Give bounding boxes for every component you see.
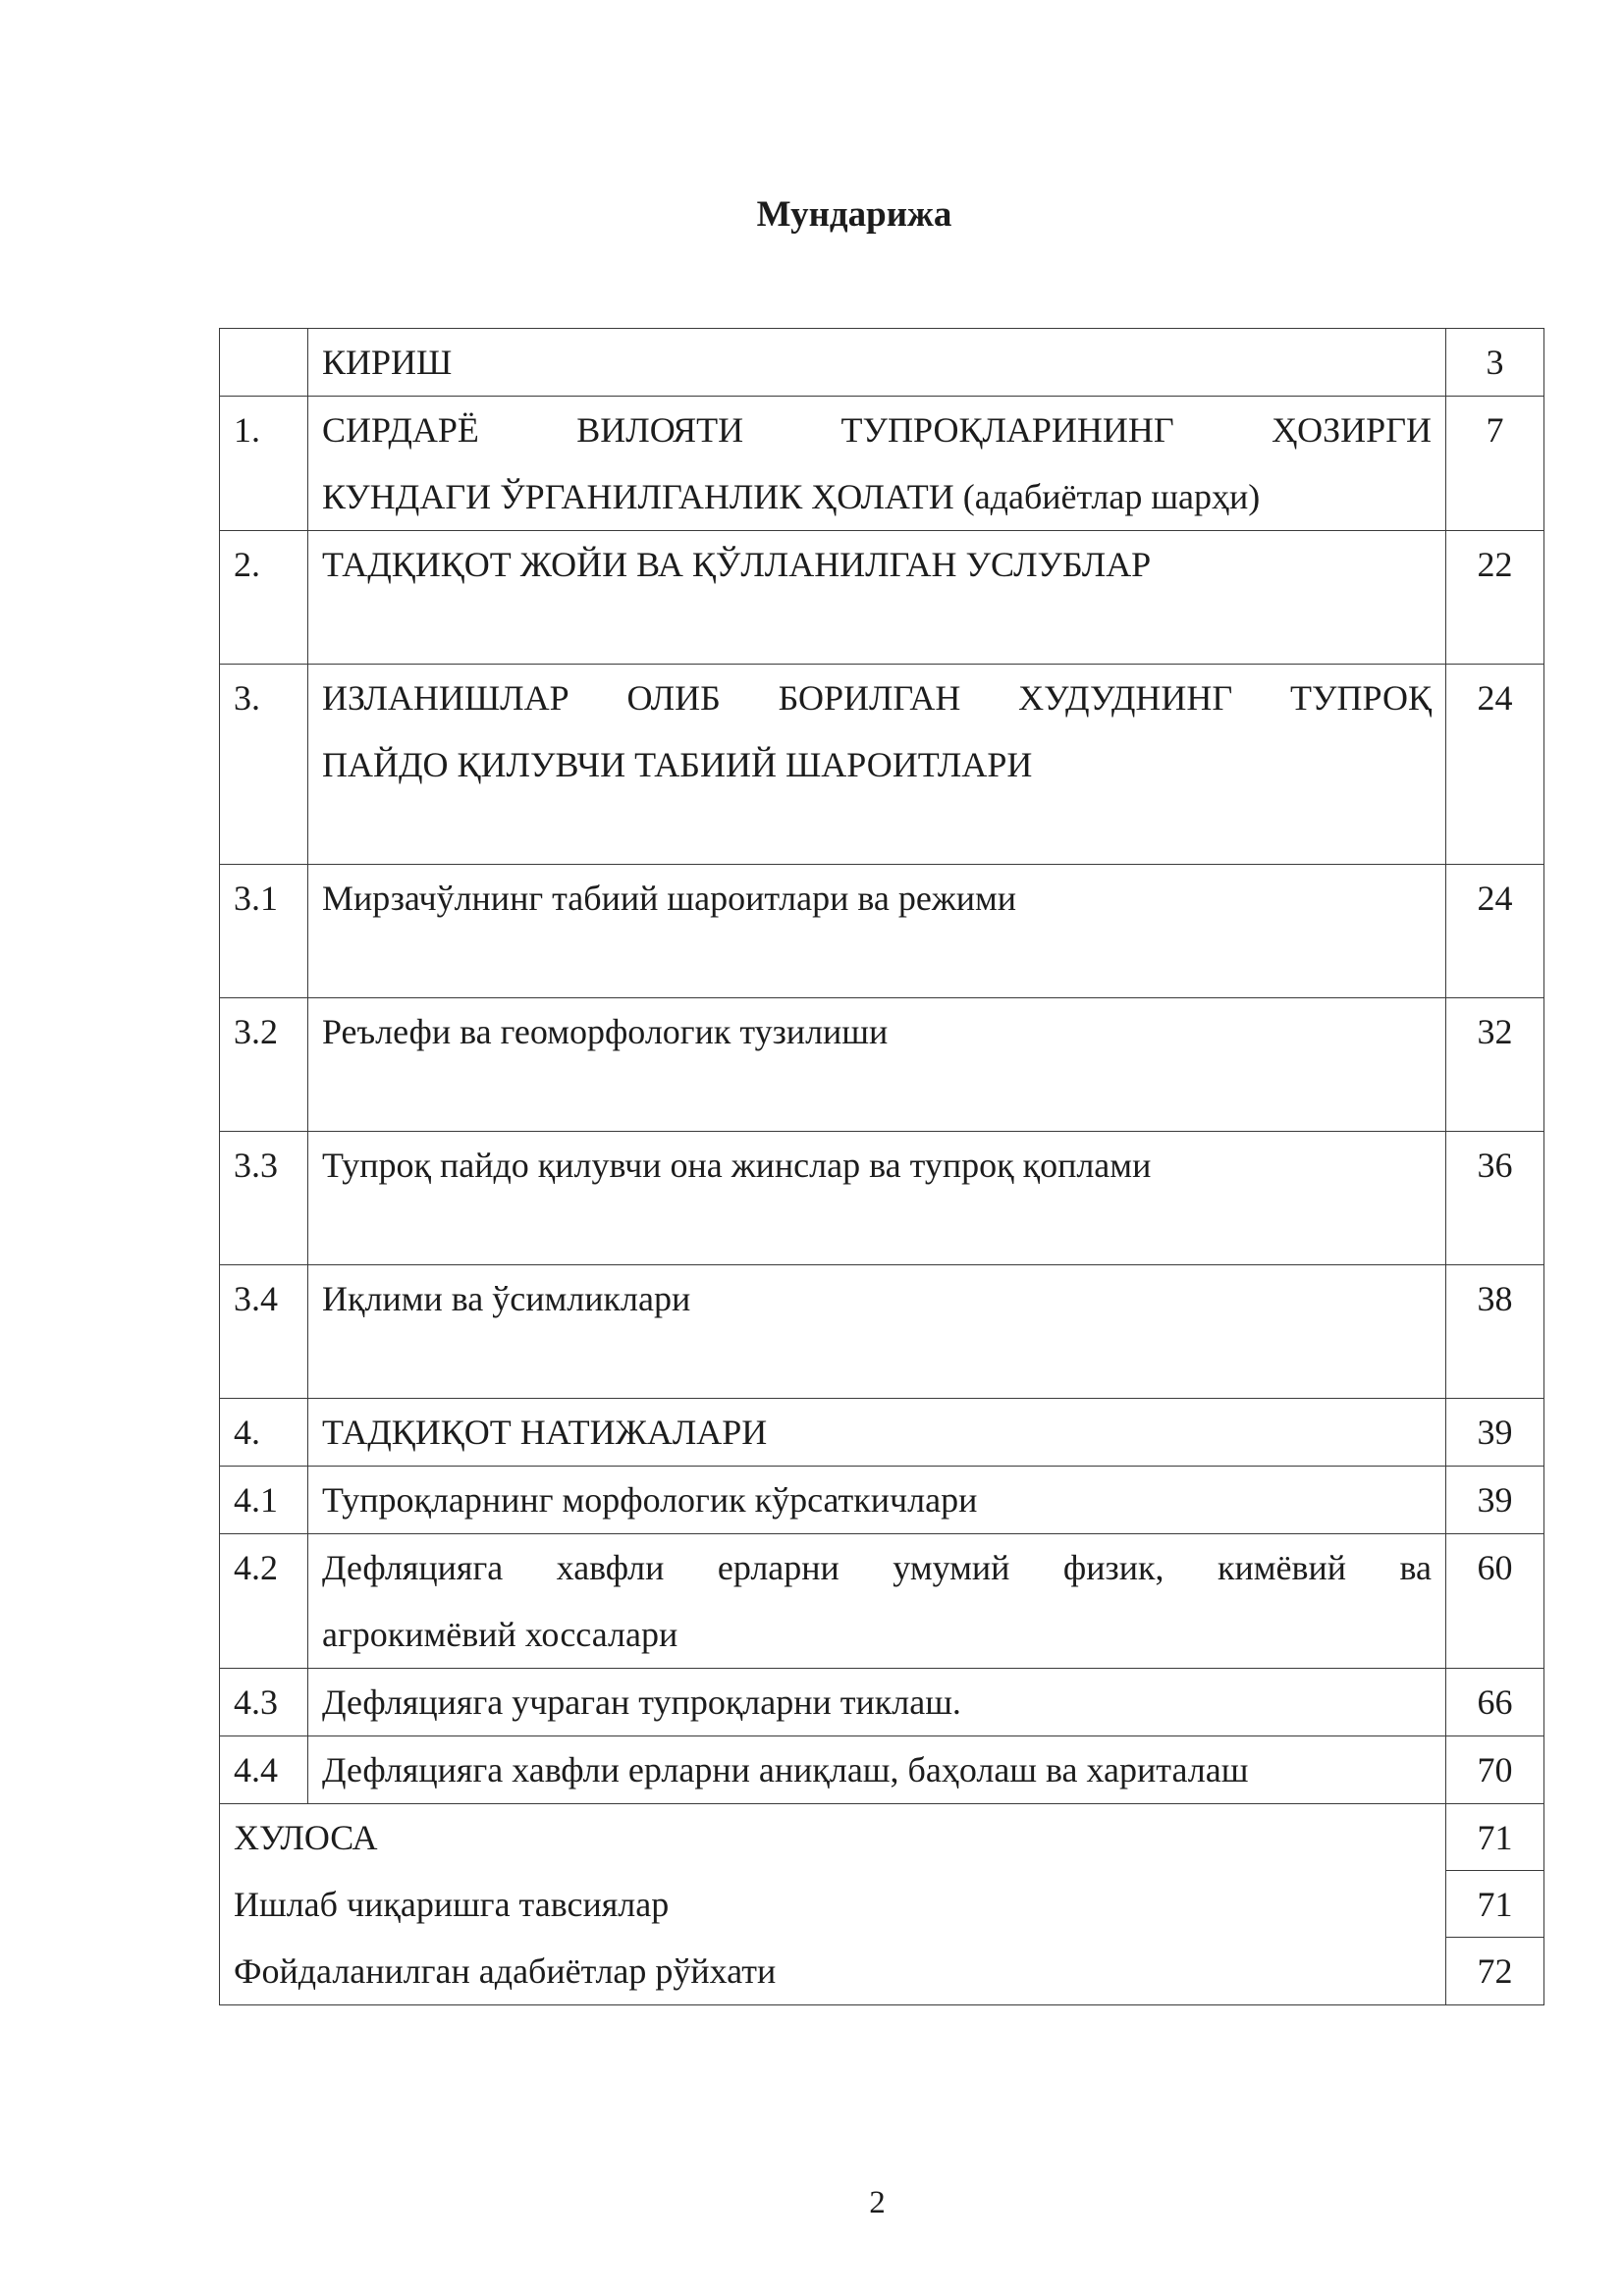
toc-row-title: Дефляцияга хавфли ерларни аниқлаш, баҳолаш ва хариталаш <box>308 1736 1446 1804</box>
toc-row-title: Мирзачўлнинг табиий шароитлари ва режими <box>308 865 1446 998</box>
toc-recommendations-title: Ишлаб чиқаришга тавсиялар <box>234 1885 670 1924</box>
toc-row-title-line-1: СИРДАРЁ ВИЛОЯТИ ТУПРОҚЛАРИНИНГ ҲОЗИРГИ <box>322 410 1432 450</box>
toc-row-page: 70 <box>1446 1736 1544 1804</box>
toc-row-chapter-4 <box>220 1399 1544 1467</box>
toc-row-number: 3.1 <box>220 865 308 998</box>
toc-row-number: 3.2 <box>220 998 308 1132</box>
toc-row-section-3-2 <box>220 998 1544 1132</box>
toc-row-page: 24 <box>1446 665 1544 865</box>
toc-row-number: 3.4 <box>220 1265 308 1399</box>
toc-recommendations-page: 71 <box>1446 1871 1543 1938</box>
toc-row-number: 3.3 <box>220 1132 308 1265</box>
page-number: 2 <box>869 2185 886 2220</box>
toc-row-section-4-1 <box>220 1467 1544 1534</box>
toc-row-section-4-2 <box>220 1534 1544 1669</box>
toc-row-page: 36 <box>1446 1132 1544 1265</box>
toc-row-chapter-3 <box>220 665 1544 865</box>
toc-conclusion-title: ХУЛОСА <box>234 1818 378 1857</box>
toc-row-number: 2. <box>220 531 308 665</box>
toc-row-page: 32 <box>1446 998 1544 1132</box>
toc-row-title: Реълефи ва геоморфологик тузилиши <box>308 998 1446 1132</box>
toc-row-title-line-2: КУНДАГИ ЎРГАНИЛГАНЛИК ҲОЛАТИ (адабиётлар шарҳи) <box>322 477 1261 516</box>
toc-row-title: КИРИШ <box>308 329 1446 397</box>
toc-row-title <box>308 665 1446 865</box>
toc-row-title: ТАДҚИҚОТ ЖОЙИ ВА ҚЎЛЛАНИЛГАН УСЛУБЛАР <box>308 531 1446 665</box>
toc-row-number <box>220 329 308 397</box>
toc-row-page: 24 <box>1446 865 1544 998</box>
toc-row-number: 4. <box>220 1399 308 1467</box>
toc-row-chapter-1 <box>220 397 1544 531</box>
toc-row-title: Дефляцияга учраган тупроқларни тиклаш. <box>308 1669 1446 1736</box>
toc-row-section-3-3 <box>220 1132 1544 1265</box>
toc-row-page: 38 <box>1446 1265 1544 1399</box>
toc-row-page: 22 <box>1446 531 1544 665</box>
toc-row-section-4-3 <box>220 1669 1544 1736</box>
toc-row-title <box>308 1534 1446 1669</box>
toc-final-pages <box>1446 1804 1544 2005</box>
toc-final-titles <box>220 1804 1446 2005</box>
toc-references-title: Фойдаланилган адабиётлар рўйхати <box>234 1951 777 1991</box>
toc-row-number: 4.3 <box>220 1669 308 1736</box>
toc-row-title-line-1: Дефляцияга хавфли ерларни умумий физик, кимёвий ва <box>322 1548 1432 1587</box>
toc-row-page: 39 <box>1446 1467 1544 1534</box>
page-title: Мундарижа <box>756 194 952 235</box>
toc-row-section-3-1 <box>220 865 1544 998</box>
toc-row-page: 3 <box>1446 329 1544 397</box>
toc-row-title: Тупроқларнинг морфологик кўрсаткичлари <box>308 1467 1446 1534</box>
toc-row-number: 4.1 <box>220 1467 308 1534</box>
toc-row-chapter-2 <box>220 531 1544 665</box>
toc-row-introduction <box>220 329 1544 397</box>
toc-row-title-line-2: ПАЙДО ҚИЛУВЧИ ТАБИИЙ ШАРОИТЛАРИ <box>322 745 1033 784</box>
table-of-contents <box>219 328 1544 2005</box>
toc-row-page: 39 <box>1446 1399 1544 1467</box>
toc-row-title <box>308 397 1446 531</box>
toc-row-page: 66 <box>1446 1669 1544 1736</box>
toc-row-number: 3. <box>220 665 308 865</box>
toc-row-title-line-1: ИЗЛАНИШЛАР ОЛИБ БОРИЛГАН ХУДУДНИНГ ТУПРОҚ <box>322 678 1432 718</box>
toc-final-block <box>220 1804 1544 2005</box>
toc-row-section-4-4 <box>220 1736 1544 1804</box>
toc-row-page: 7 <box>1446 397 1544 531</box>
toc-row-number: 4.2 <box>220 1534 308 1669</box>
toc-row-title: Тупроқ пайдо қилувчи она жинслар ва тупроқ қоплами <box>308 1132 1446 1265</box>
toc-row-number: 1. <box>220 397 308 531</box>
toc-row-section-3-4 <box>220 1265 1544 1399</box>
toc-row-title: Иқлими ва ўсимликлари <box>308 1265 1446 1399</box>
toc-references-page: 72 <box>1477 1951 1513 1991</box>
toc-row-title: ТАДҚИҚОТ НАТИЖАЛАРИ <box>308 1399 1446 1467</box>
toc-row-page: 60 <box>1446 1534 1544 1669</box>
toc-row-title-line-2: агрокимёвий хоссалари <box>322 1615 678 1654</box>
toc-conclusion-page: 71 <box>1446 1804 1543 1871</box>
toc-row-number: 4.4 <box>220 1736 308 1804</box>
